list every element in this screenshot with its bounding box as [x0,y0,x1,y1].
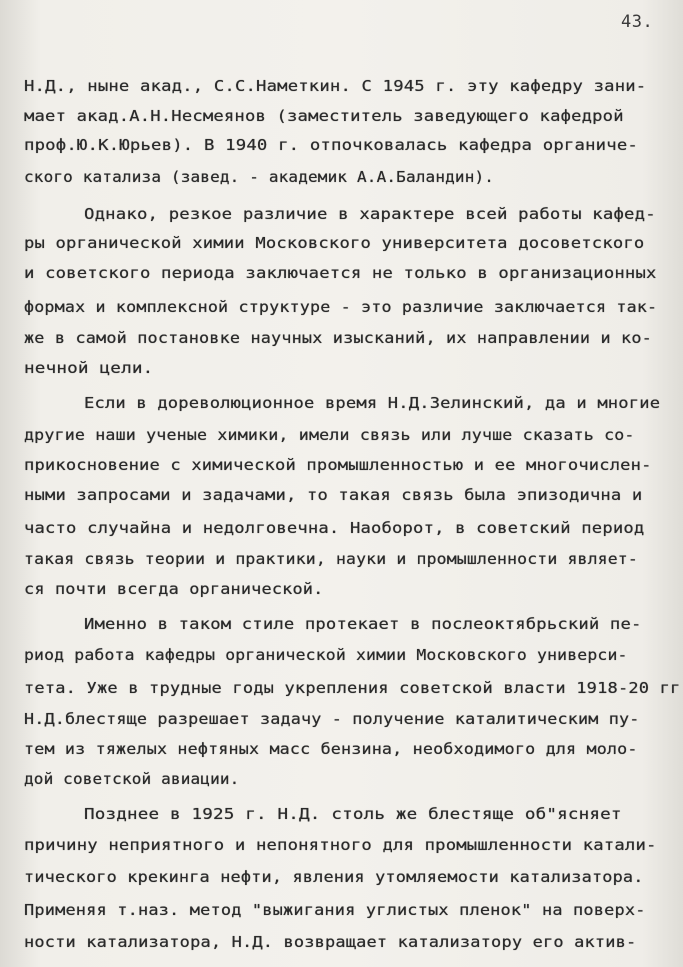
text-line: такая связь теории и практики, науки и промышленности являет- [24,550,638,568]
text-line: Н.Д., ныне акад., С.С.Наметкин. С 1945 г. эту кафедру зани- [24,77,647,95]
text-line: ры органической химии Московского университета досоветского [24,234,645,252]
text-line: же в самой постановке научных изысканий, их направлении и ко- [24,329,652,347]
text-line: Применяя т.наз. метод "выжигания углистых пленок" на поверх- [24,901,646,919]
text-line: ского катализа (завед. - академик А.А.Баландин). [24,168,495,186]
text-line: тета. Уже в трудные годы укрепления советской власти 1918-20 гг [24,679,681,697]
text-line: формах и комплексной структуре - это различие заключается так- [24,298,658,316]
text-line: другие наши ученые химики, имели связь или лучше сказать со- [24,426,635,444]
text-line: Н.Д.блестяще разрешает задачу - получение каталитическим пу- [24,710,640,728]
text-line: причину неприятного и непонятного для промышленности катали- [24,836,657,854]
text-line: Если в дореволюционное время Н.Д.Зелинский, да и многие [84,394,661,412]
text-line: дой советской авиации. [24,770,240,788]
text-line: ся почти всегда органической. [24,580,324,598]
text-line: нечной цели. [24,359,154,377]
text-line: тического крекинга нефти, явления утомляемости катализатора. [24,868,644,886]
text-line: Позднее в 1925 г. Н.Д. столь же блестяще об"ясняет [84,805,622,823]
text-line: ными запросами и задачами, то такая связь была эпизодична и [24,486,643,504]
text-line: Однако, резкое различие в характере всей работы кафед- [84,205,656,223]
text-line: мает акад.А.Н.Несмеянов (заместитель заведующего кафедрой [24,107,624,125]
text-line: часто случайна и недолговечна. Наоборот, в советский период [24,519,645,537]
text-line: и советского периода заключается не только в организационных [24,264,657,282]
text-line: прикосновение с химической промышленностью и ее многочислен- [24,456,652,474]
text-line: риод работа кафедры органической химии Московского универси- [24,646,628,664]
text-line: тем из тяжелых нефтяных масс бензина, необходимого для моло- [24,740,638,758]
page-number: 43. [621,12,654,32]
text-line: Именно в таком стиле протекает в послеоктябрьский пе- [84,615,642,633]
text-line: проф.Ю.К.Юрьев). В 1940 г. отпочковалась кафедра органиче- [24,136,639,154]
text-line: ности катализатора, Н.Д. возвращает катализатору его актив- [24,933,637,951]
